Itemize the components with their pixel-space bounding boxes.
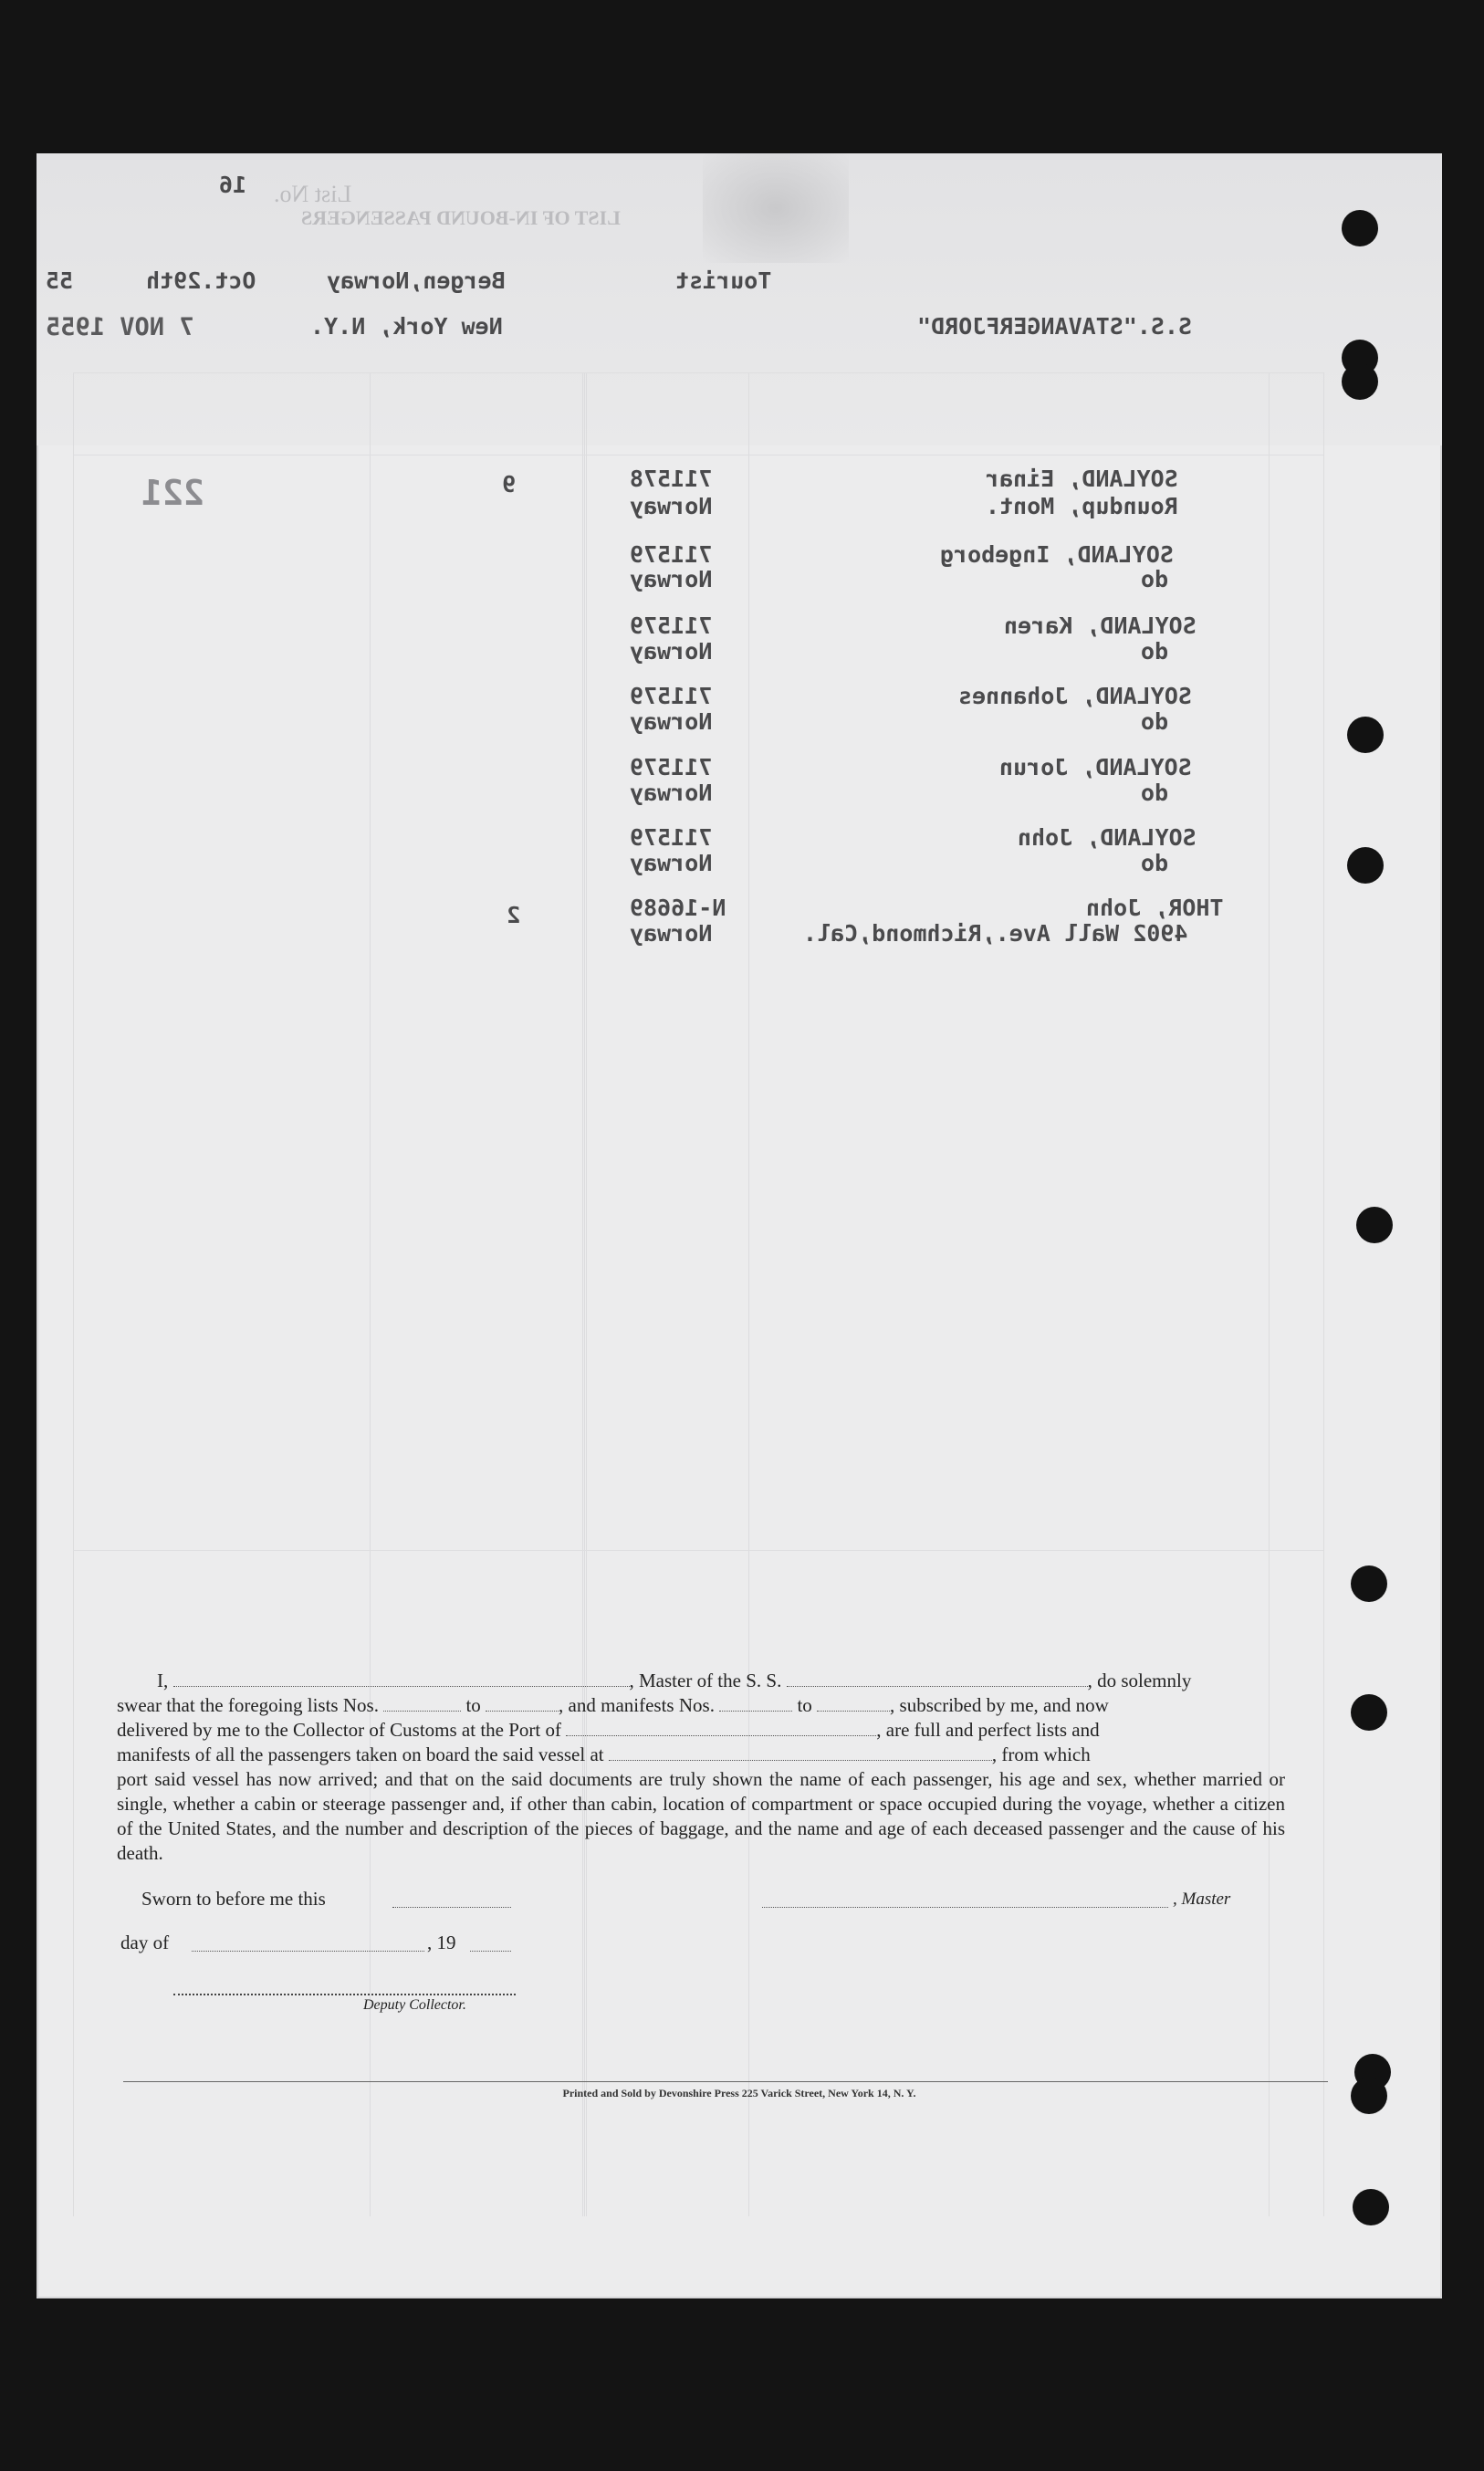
passenger-residence: Roundup, Mont.: [986, 493, 1178, 519]
list-label: List No.: [274, 181, 352, 207]
passenger-residence: do: [1141, 850, 1169, 876]
oath-text: I,: [157, 1670, 169, 1691]
list-from-blank[interactable]: [383, 1711, 461, 1712]
punch-hole: [1356, 1207, 1393, 1243]
master-signature-line[interactable]: [762, 1907, 1168, 1908]
arrival-date: 7 NOV 1955: [46, 313, 194, 341]
master-name-blank[interactable]: [173, 1686, 630, 1687]
year-label: , 19: [427, 1932, 456, 1953]
oath-text: swear that the foregoing lists Nos.: [117, 1694, 379, 1716]
punch-hole: [1347, 847, 1384, 884]
embark-port-blank[interactable]: [609, 1760, 992, 1761]
oath-text: , Master of the S. S.: [629, 1670, 782, 1691]
manifest-to-blank[interactable]: [817, 1711, 890, 1712]
sailing-year: 55: [46, 267, 74, 294]
year-blank[interactable]: [470, 1951, 511, 1952]
oath-text: , from which: [991, 1743, 1091, 1765]
vessel-blank[interactable]: [787, 1686, 1088, 1687]
punch-hole: [1347, 717, 1384, 753]
port-blank[interactable]: [566, 1735, 876, 1736]
country: Norway: [630, 780, 713, 806]
oath-text: , are full and perfect lists and: [876, 1719, 1100, 1741]
cert-number: 711579: [630, 683, 713, 709]
punch-hole: [1342, 363, 1378, 400]
deputy-signature-line[interactable]: [173, 1994, 516, 1995]
stamp-number: 221: [141, 473, 204, 513]
cert-number: N-16689: [630, 895, 726, 921]
country: Norway: [630, 708, 713, 735]
footer-rule: [123, 2081, 1328, 2082]
age-mark: 2: [507, 902, 521, 928]
passenger-residence: do: [1141, 638, 1169, 665]
from-port: Bergen,Norway: [327, 267, 506, 294]
passenger-residence: do: [1141, 780, 1169, 806]
country: Norway: [630, 850, 713, 876]
printer-imprint: Printed and Sold by Devonshire Press 225 Varick Street, New York 14, N. Y.: [562, 2087, 916, 2099]
passenger-name: SOYLAND, Karen: [1004, 613, 1197, 639]
passenger-residence: do: [1141, 708, 1169, 735]
sworn-day-blank[interactable]: [392, 1907, 511, 1908]
oath-paragraph: [117, 1669, 1285, 1866]
manifest-from-blank[interactable]: [719, 1711, 792, 1712]
cert-number: 711579: [630, 613, 713, 639]
cert-number: 711579: [630, 541, 713, 568]
oath-text: , subscribed by me, and now: [890, 1694, 1109, 1716]
master-label: , Master: [1173, 1890, 1231, 1909]
oath-text: delivered by me to the Collector of Customs at the Port of: [117, 1719, 561, 1741]
arrival-port: New York, N.Y.: [310, 313, 503, 340]
punch-hole: [1353, 2189, 1389, 2225]
passenger-name: SOYLAND, Johannes: [958, 683, 1192, 709]
passenger-name: SOYLAND, Einar: [986, 466, 1178, 492]
country: Norway: [630, 566, 713, 592]
oath-text: to: [465, 1694, 481, 1716]
oath-text: manifests of all the passengers taken on board the said vessel at: [117, 1743, 604, 1765]
passenger-class: Tourist: [675, 267, 772, 294]
deputy-label: Deputy Collector.: [363, 1997, 466, 2013]
oath-text: , and manifests Nos.: [559, 1694, 715, 1716]
passenger-name: THOR, John: [1086, 895, 1224, 921]
country: Norway: [630, 638, 713, 665]
cert-number: 711579: [630, 754, 713, 780]
passenger-name: SOYLAND, John: [1018, 824, 1197, 851]
punch-hole: [1351, 1565, 1387, 1602]
oath-text: port said vessel has now arrived; and that on the said documents are truly shown the name of each passenger, his age and sex, whether married or single, whether a cabin or steerage passenger and, if other than cabin, location of compartment or space occupied during the voyage, whether a citizen of the United States, and the number and description of the pieces of baggage, and the name and age of each deceased passenger and the cause of his death.: [117, 1768, 1285, 1864]
manifest-sheet: [37, 153, 1442, 2298]
ink-blot: [703, 153, 849, 263]
day-of-label: day of: [120, 1932, 170, 1953]
list-number: 16: [219, 172, 247, 198]
oath-text: to: [797, 1694, 812, 1716]
vessel-name: S.S."STAVANGERFJORD": [917, 313, 1193, 340]
oath-text: , do solemnly: [1087, 1670, 1192, 1691]
punch-hole: [1342, 210, 1378, 246]
age-mark: 9: [502, 471, 517, 497]
sailing-date: Oct.29th: [146, 267, 256, 294]
punch-hole: [1351, 2078, 1387, 2114]
punch-hole: [1351, 1694, 1387, 1731]
sworn-label: Sworn to before me this: [141, 1888, 326, 1910]
passenger-name: SOYLAND, Ingeborg: [940, 541, 1174, 568]
list-to-blank[interactable]: [486, 1711, 559, 1712]
month-blank[interactable]: [192, 1951, 424, 1952]
country: Norway: [630, 920, 713, 947]
passenger-residence: do: [1141, 566, 1169, 592]
form-title: LIST OF IN-BOUND PASSENGERS: [301, 206, 621, 229]
cert-number: 711578: [630, 466, 713, 492]
country: Norway: [630, 493, 713, 519]
passenger-residence: 4902 Wall Ave.,Richmond,Cal.: [803, 920, 1188, 947]
cert-number: 711579: [630, 824, 713, 851]
passenger-name: SOYLAND, Jorun: [999, 754, 1192, 780]
